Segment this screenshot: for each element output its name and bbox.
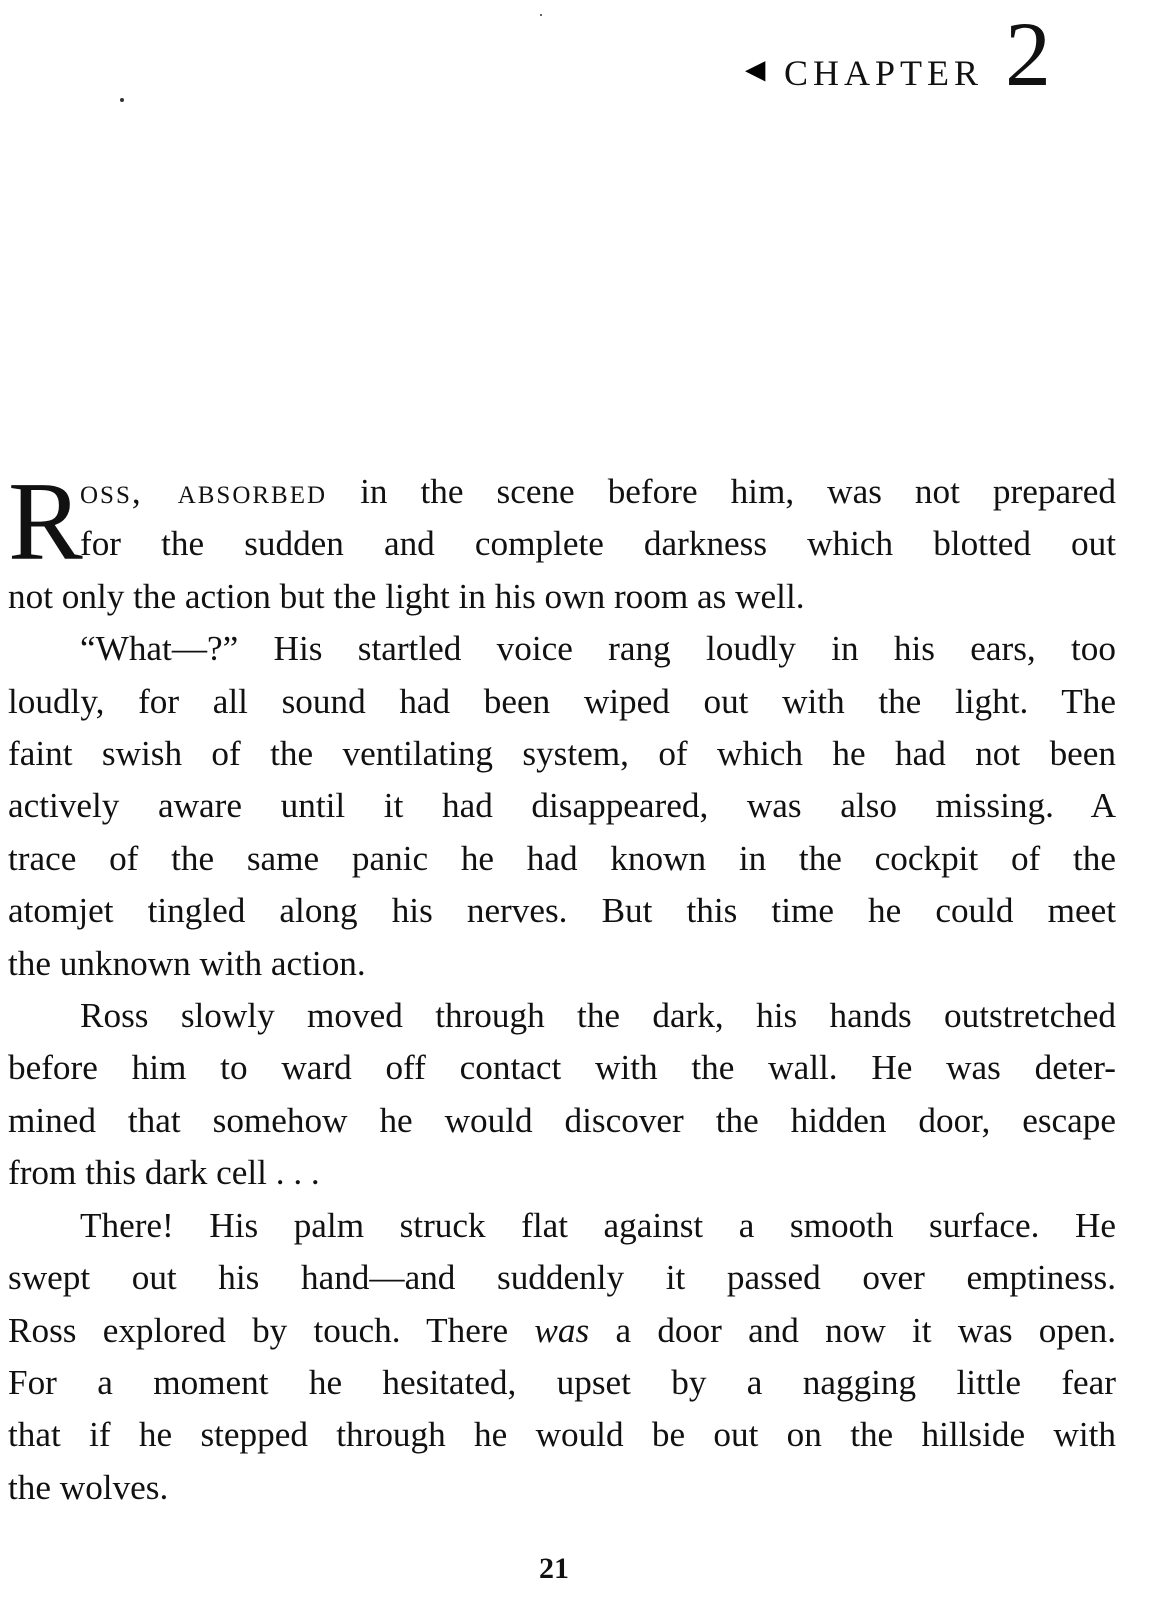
text-line: not only the action but the light in his own room as well.: [8, 576, 805, 616]
text-fragment: Ross explored by touch. There: [8, 1310, 535, 1350]
chapter-label: CHAPTER: [783, 53, 983, 93]
text-line: trace of the same panic he had known in the cockpit of the: [8, 838, 1116, 878]
text-line: from this dark cell . . .: [8, 1153, 320, 1193]
text-line: before him to ward off contact with the wall. He was deter-: [8, 1048, 1116, 1088]
paragraph: [8, 1200, 1116, 1514]
text-line: [8, 466, 1116, 518]
print-speck: [120, 98, 124, 102]
chapter-arrow-icon: ◄: [738, 52, 772, 89]
text-line: for the sudden and complete darkness which blotted out: [80, 524, 1116, 564]
chapter-number: 2: [1005, 3, 1051, 105]
print-speck: [540, 14, 542, 16]
chapter-body-text: [8, 460, 1116, 1514]
text-fragment: a door and now it was open.: [589, 1310, 1116, 1350]
text-line: faint swish of the ventilating system, of which he had not been: [8, 734, 1116, 774]
emphasis-word: was: [534, 1310, 590, 1350]
text-line: atomjet tingled along his nerves. But this time he could meet: [8, 891, 1116, 931]
paragraph: [8, 623, 1116, 990]
text-line: the wolves.: [8, 1467, 169, 1507]
text-line: swept out his hand—and suddenly it passed over emptiness.: [8, 1258, 1116, 1298]
opening-smallcaps: oss, absorbed: [80, 472, 328, 511]
text-line: For a moment he hesitated, upset by a nagging little fear: [8, 1362, 1116, 1402]
opening-paragraph: [8, 460, 1116, 623]
text-line: “What—?” His startled voice rang loudly in his ears, too: [80, 629, 1116, 669]
page-number: 21: [539, 1552, 569, 1585]
opening-line-rest: in the scene before him, was not prepared: [327, 472, 1116, 511]
chapter-header: [738, 3, 1051, 105]
drop-cap: R: [8, 460, 83, 584]
text-line: There! His palm struck flat against a smooth surface. He: [80, 1205, 1116, 1245]
text-line: the unknown with action.: [8, 943, 366, 983]
text-line: Ross slowly moved through the dark, his hands outstretched: [80, 996, 1116, 1036]
text-line: mined that somehow he would discover the hidden door, escape: [8, 1100, 1116, 1140]
paragraph: [8, 990, 1116, 1200]
text-line: that if he stepped through he would be out on the hillside with: [8, 1415, 1116, 1455]
text-line: loudly, for all sound had been wiped out with the light. The: [8, 681, 1116, 721]
text-line: [8, 1305, 1116, 1357]
text-line: actively aware until it had disappeared, was also missing. A: [8, 786, 1116, 826]
